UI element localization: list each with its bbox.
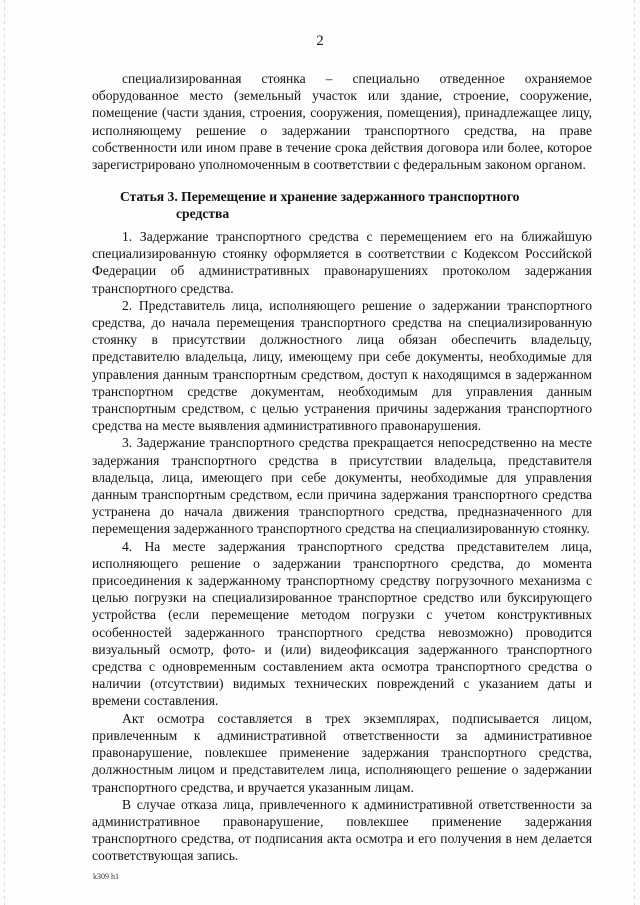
article-body bbox=[92, 228, 592, 865]
scan-edge-left bbox=[4, 0, 5, 905]
footer-code: k309 h1 bbox=[93, 872, 119, 881]
intro-section bbox=[92, 70, 592, 173]
article-heading bbox=[120, 188, 580, 223]
article-paragraph: 3. Задержание транспортного средства прекращается непосредственно на месте задержания транспортного средства в присутствии владельца, представителя владельца, лица, имеющего при себе документы, необходимые для управления данным транспортным средством, если причина задержания транспортного средства устранена до начала движения транспортного средства, предназначенного для перемещения задержанного транспортного средства на специализированную стоянку. bbox=[92, 435, 592, 537]
article-paragraph: 4. На месте задержания транспортного средства представителем лица, исполняющего решение о задержании транспортного средства, до момента присоединения к задержанному транспортному средству погрузочного механизма с целью погрузки на специализированное транспортное средство или буксирующего устройства (если перемещение методом погрузки с учетом конструктивных особенностей задержанного транспортного средства невозможно) проводится визуальный осмотр, фото- и (или) видеофиксация задержанного транспортного средства с одновременным составлением акта осмотра транспортного средства о наличии (отсутствии) видимых технических повреждений с указанием даты и времени составления. bbox=[92, 538, 592, 709]
article-paragraph: 1. Задержание транспортного средства с перемещением его на ближайшую специализированную стоянку оформляется в соответствии с Кодексом Российской Федерации об административных правонарушениях протоколом задержания транспортного средства. bbox=[92, 229, 592, 296]
article-paragraph: 2. Представитель лица, исполняющего решение о задержании транспортного средства, до начала перемещения транспортного средства на специализированную стоянку в присутствии должностного лица обязан обеспечить владельцу, представителю владельца, лицу, имеющему при себе документы, необходимые для управления данным транспортным средством, доступ к находящимся в задержанном транспортном средстве документам, необходимым для управления данным транспортным средством, с целью устранения причины задержания транспортного средства на месте выявления административного правонарушения. bbox=[92, 297, 592, 434]
page-number: 2 bbox=[316, 33, 324, 49]
article-title-line1: Статья 3. Перемещение и хранение задержанного транспортного bbox=[120, 189, 520, 204]
article-title-line2: средства bbox=[176, 206, 230, 222]
article-paragraph: В случае отказа лица, привлеченного к административной ответственности за административное правонарушение, повлекшее применение задержания транспортного средства, от подписания акта осмотра и его получения в нем делается соответствующая запись. bbox=[92, 796, 592, 864]
scan-edge-right bbox=[634, 0, 635, 905]
article-paragraph: Акт осмотра составляется в трех экземплярах, подписывается лицом, привлеченным к административной ответственности за административное правонарушение, повлекшее применение задержания транспортного средства, должностным лицом и представителем лица, исполняющего решение о задержании транспортного средства, и вручается указанным лицам. bbox=[92, 710, 592, 795]
definition-paragraph: специализированная стоянка – специально отведенное охраняемое оборудованное место (земельный участок или здание, строение, сооружение, помещение (части здания, строения, сооружения, помещения), принадлежащее лицу, исполняющему решение о задержании транспортного средства, на праве собственности или ином праве в течение срока действия договора или более, которое зарегистрировано уполномоченным в соответствии с федеральным законом органом. bbox=[92, 71, 592, 173]
